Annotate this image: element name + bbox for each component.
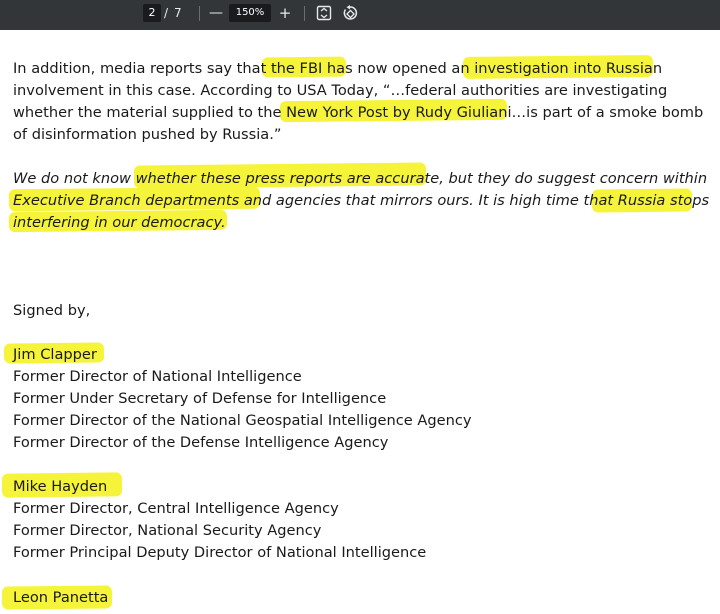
signed-by-label: Signed by,	[13, 302, 91, 319]
paragraph-line: In addition, media reports say that the FBI has now opened an investigation into Russian	[13, 60, 663, 77]
toolbar-divider	[304, 6, 305, 21]
signatory-title: Former Director of National Intelligence	[13, 368, 302, 385]
paragraph-line: whether the material supplied to the New York Post by Rudy Giuliani…is part of a smoke bomb	[13, 104, 704, 121]
signatory-name: Mike Hayden	[13, 478, 108, 495]
total-pages: 7	[174, 6, 182, 20]
zoom-out-button[interactable]: —	[209, 5, 223, 21]
paragraph-line: involvement in this case. According to USA Today, “…federal authorities are investigating	[13, 82, 668, 99]
fit-to-page-icon[interactable]	[316, 5, 332, 21]
page-separator: /	[164, 6, 169, 20]
pdf-toolbar	[0, 0, 720, 30]
signatory-title: Former Director, National Security Agency	[13, 522, 322, 539]
zoom-level-input[interactable]: 150%	[229, 4, 271, 22]
signatory-title: Former Director of the Defense Intelligence Agency	[13, 434, 389, 451]
zoom-in-button[interactable]: +	[278, 4, 292, 22]
paragraph-line: interfering in our democracy.	[13, 214, 226, 231]
current-page-input[interactable]: 2	[143, 4, 161, 22]
document-page	[0, 30, 720, 614]
signatory-title: Former Director, Central Intelligence Agency	[13, 500, 339, 517]
signatory-name: Jim Clapper	[13, 346, 97, 363]
toolbar-divider	[199, 6, 200, 21]
signatory-name: Leon Panetta	[13, 589, 109, 606]
signatory-title: Former Under Secretary of Defense for Intelligence	[13, 390, 387, 407]
rotate-icon[interactable]	[341, 4, 359, 22]
signatory-title: Former Principal Deputy Director of National Intelligence	[13, 544, 427, 561]
paragraph-line: of disinformation pushed by Russia.”	[13, 126, 282, 143]
paragraph-line: Executive Branch departments and agencies that mirrors ours. It is high time that Russia stops	[13, 192, 710, 209]
signatory-title: Former Director of the National Geospatial Intelligence Agency	[13, 412, 472, 429]
paragraph-line: We do not know whether these press reports are accurate, but they do suggest concern within	[13, 170, 708, 187]
